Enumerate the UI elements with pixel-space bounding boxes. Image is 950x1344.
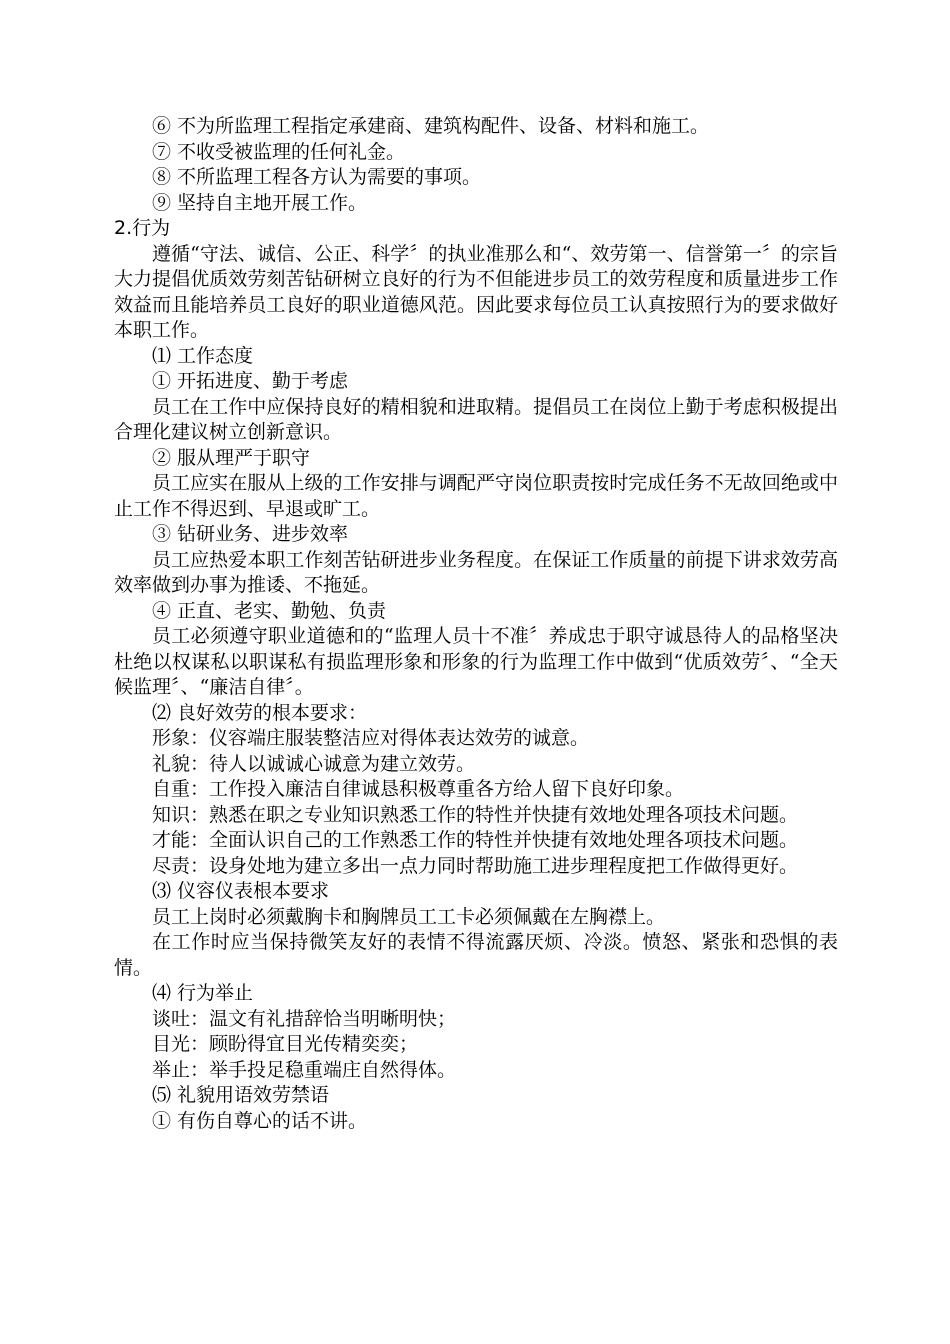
paragraph-courtesy: 礼貌：待人以诚诚心诚意为建立效劳。 [152, 752, 476, 775]
paragraph-ability: 才能：全面认识自己的工作熟悉工作的特性并快捷有效地处理各项技术问题。 [152, 829, 799, 851]
subheading-appearance: ⑶ 仪容仪表根本要求 [152, 880, 330, 902]
paragraph-manner: 举止：举手投足稳重端庄自然得体。 [152, 1058, 457, 1081]
paragraph-obedience: 员工应实在服从上级的工作安排与调配严守岗位职责按时完成任务不无故回绝或中止工作不得迟到、早退或旷工。 [114, 472, 838, 520]
section-heading-behavior: 2.行为 [114, 217, 171, 239]
paragraph-responsibility: 尽责：设身处地为建立多出一点力同时帮助施工进步理程度把工作做得更好。 [152, 854, 799, 877]
list-item-efficiency: ③ 钻研业务、进步效率 [152, 523, 349, 545]
list-item-obedience: ② 服从理严于职守 [152, 446, 311, 469]
paragraph-self-respect: 自重：工作投入廉洁自律诚恳积极尊重各方给人留下良好印象。 [152, 778, 685, 800]
paragraph-image: 形象：仪容端庄服装整洁应对得体表达效劳的诚意。 [152, 727, 590, 749]
subheading-service-requirements: ⑵ 良好效劳的根本要求： [152, 701, 368, 724]
paragraph-initiative: 员工在工作中应保持良好的精相貌和进取精。提倡员工在岗位上勤于考虑积极提出合理化建议树立创新意识。 [114, 395, 838, 443]
paragraph-speech: 谈吐：温文有礼措辞恰当明晰明快； [152, 1007, 457, 1030]
paragraph-gaze: 目光：顾盼得宜目光传精奕奕； [152, 1033, 419, 1055]
paragraph-integrity: 员工必须遵守职业道德和的“监理人员十不准〞养成忠于职守诚恳待人的品格坚决杜绝以权谋私以职谋私有损监理形象和形象的行为监理工作中做到“优质效劳〞、“全天候监理〞、“廉洁自律〞。 [114, 625, 838, 698]
list-item-initiative: ① 开拓进度、勤于考虑 [152, 370, 349, 392]
paragraph-item-7: ⑦ 不收受被监理的任何礼金。 [152, 140, 406, 163]
paragraph-efficiency: 员工应热爱本职工作刻苦钻研进步业务程度。在保证工作质量的前提下讲求效劳高效率做到办事为推诿、不拖延。 [114, 548, 838, 596]
paragraph-knowledge: 知识：熟悉在职之专业知识熟悉工作的特性并快捷有效地处理各项技术问题。 [152, 803, 799, 826]
list-item-no-hurtful-words: ① 有伤自尊心的话不讲。 [152, 1109, 368, 1132]
subheading-work-attitude: ⑴ 工作态度 [152, 344, 254, 367]
list-item-integrity: ④ 正直、老实、勤勉、负责 [152, 599, 387, 622]
paragraph-expression: 在工作时应当保持微笑友好的表情不得流露厌烦、冷淡。愤怒、紧张和恐惧的表情。 [114, 931, 838, 979]
subheading-polite-language: ⑸ 礼貌用语效劳禁语 [152, 1084, 330, 1106]
paragraph-badge: 员工上岗时必须戴胸卡和胸牌员工工卡必须佩戴在左胸襟上。 [152, 905, 666, 928]
document-page [114, 114, 838, 1134]
paragraph-item-9: ⑨ 坚持自主地开展工作。 [152, 191, 368, 214]
subheading-conduct: ⑷ 行为举止 [152, 982, 254, 1004]
paragraph-behavior-intro: 遵循“守法、诚信、公正、科学〞的执业准那么和“、效劳第一、信誉第一〞的宗旨大力提倡优质效劳刻苦钻研树立良好的行为不但能进步员工的效劳程度和质量进步工作效益而且能培养员工良好的职业道德风范。因此要求每位员工认真按照行为的要求做好本职工作。 [114, 242, 838, 341]
paragraph-item-8: ⑧ 不所监理工程各方认为需要的事项。 [152, 166, 482, 188]
paragraph-item-6: ⑥ 不为所监理工程指定承建商、建筑构配件、设备、材料和施工。 [152, 115, 710, 137]
